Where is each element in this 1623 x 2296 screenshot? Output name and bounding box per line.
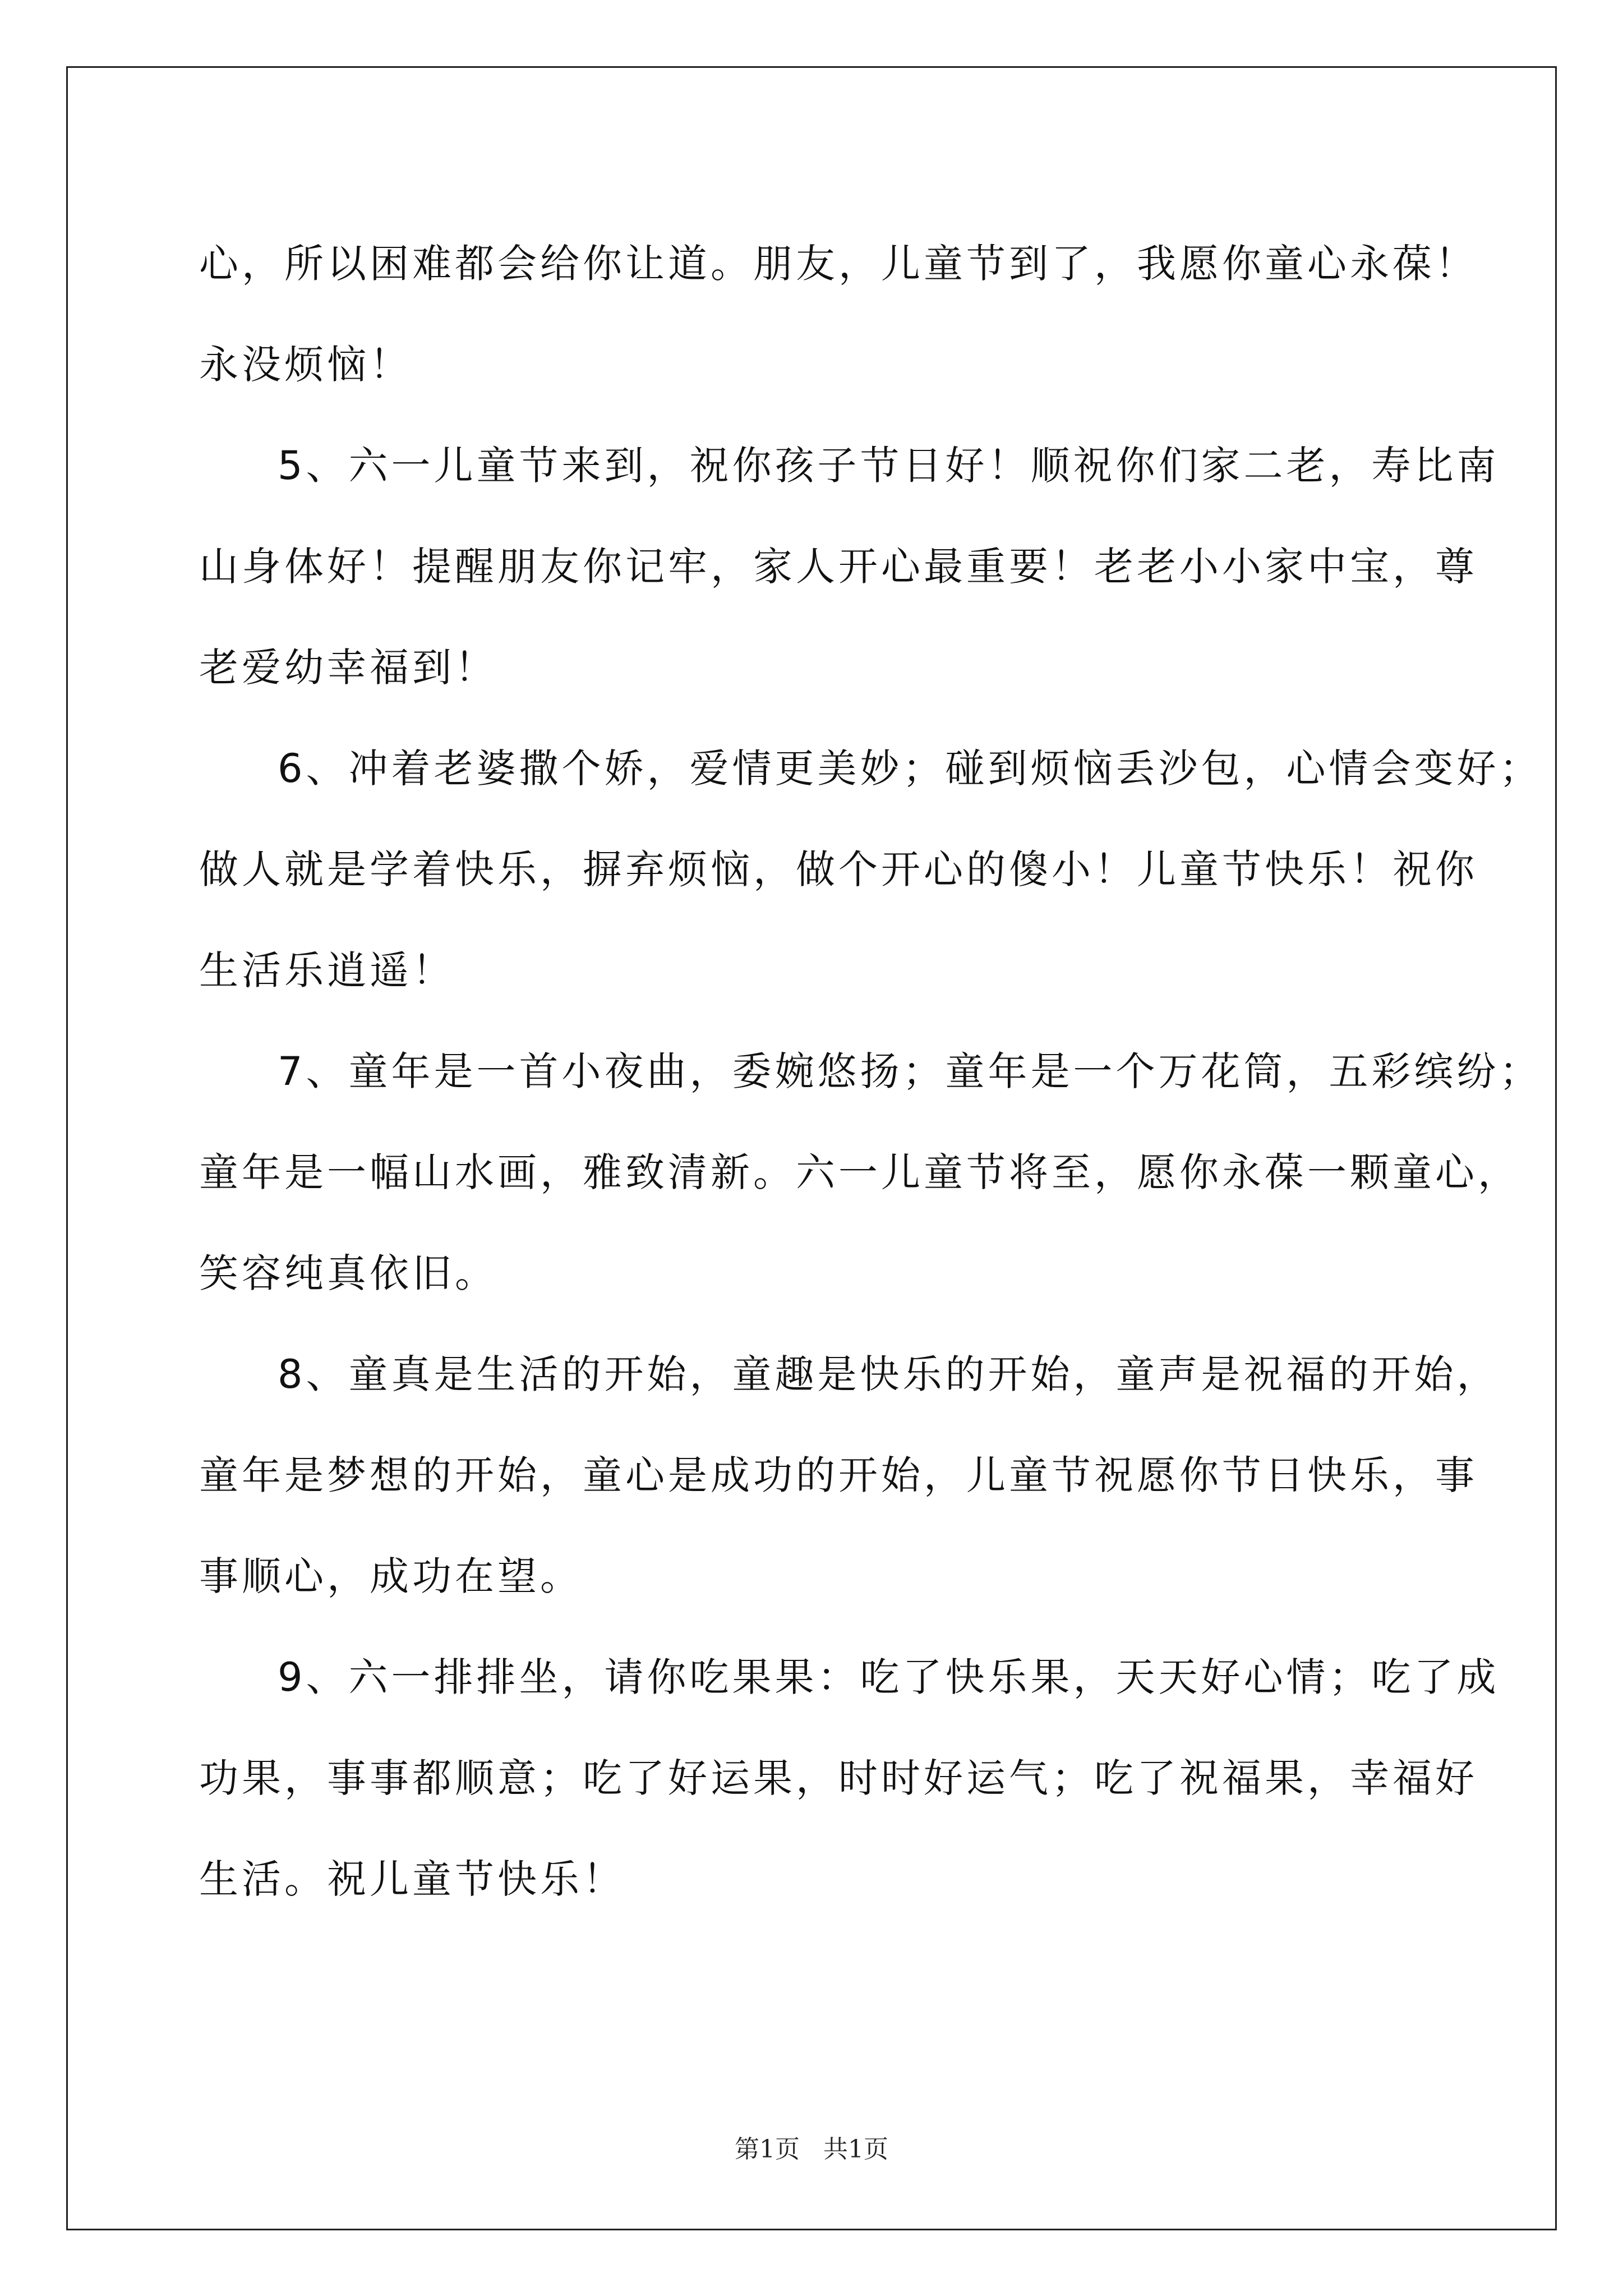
text-line: 生活乐逍遥！ [199,947,455,993]
text-line: 9、六一排排坐，请你吃果果：吃了快乐果，天天好心情；吃了成 [278,1654,1500,1700]
text-line: 山身体好！提醒朋友你记牢，家人开心最重要！老老小小家中宝，尊 [199,544,1478,590]
text-line: 童年是梦想的开始，童心是成功的开始，儿童节祝愿你节日快乐，事 [199,1452,1478,1498]
text-line: 生活。祝儿童节快乐！ [199,1856,625,1902]
text-line: 永没烦恼！ [199,342,412,388]
text-line: 做人就是学着快乐，摒弃烦恼，做个开心的傻小！儿童节快乐！祝你 [199,846,1478,892]
text-line: 童年是一幅山水画，雅致清新。六一儿童节将至，愿你永葆一颗童心， [199,1149,1520,1195]
text-line: 6、冲着老婆撒个娇，爱情更美妙；碰到烦恼丢沙包，心情会变好； [278,746,1542,792]
page-number-footer: 第1页 共1页 [735,2135,888,2164]
text-line: 8、童真是生活的开始，童趣是快乐的开始，童声是祝福的开始， [278,1351,1500,1397]
text-line: 5、六一儿童节来到，祝你孩子节日好！顺祝你们家二老，寿比南 [278,443,1500,489]
text-line: 功果，事事都顺意；吃了好运果，时时好运气；吃了祝福果，幸福好 [199,1755,1478,1801]
text-line: 老爱幼幸福到！ [199,645,497,691]
text-line: 心，所以困难都会给你让道。朋友，儿童节到了，我愿你童心永葆！ [199,241,1478,287]
document-body [199,213,1542,1930]
text-line: 事顺心，成功在望。 [199,1553,583,1599]
text-line: 7、童年是一首小夜曲，委婉悠扬；童年是一个万花筒，五彩缤纷； [278,1048,1542,1094]
text-line: 笑容纯真依旧。 [199,1250,497,1296]
